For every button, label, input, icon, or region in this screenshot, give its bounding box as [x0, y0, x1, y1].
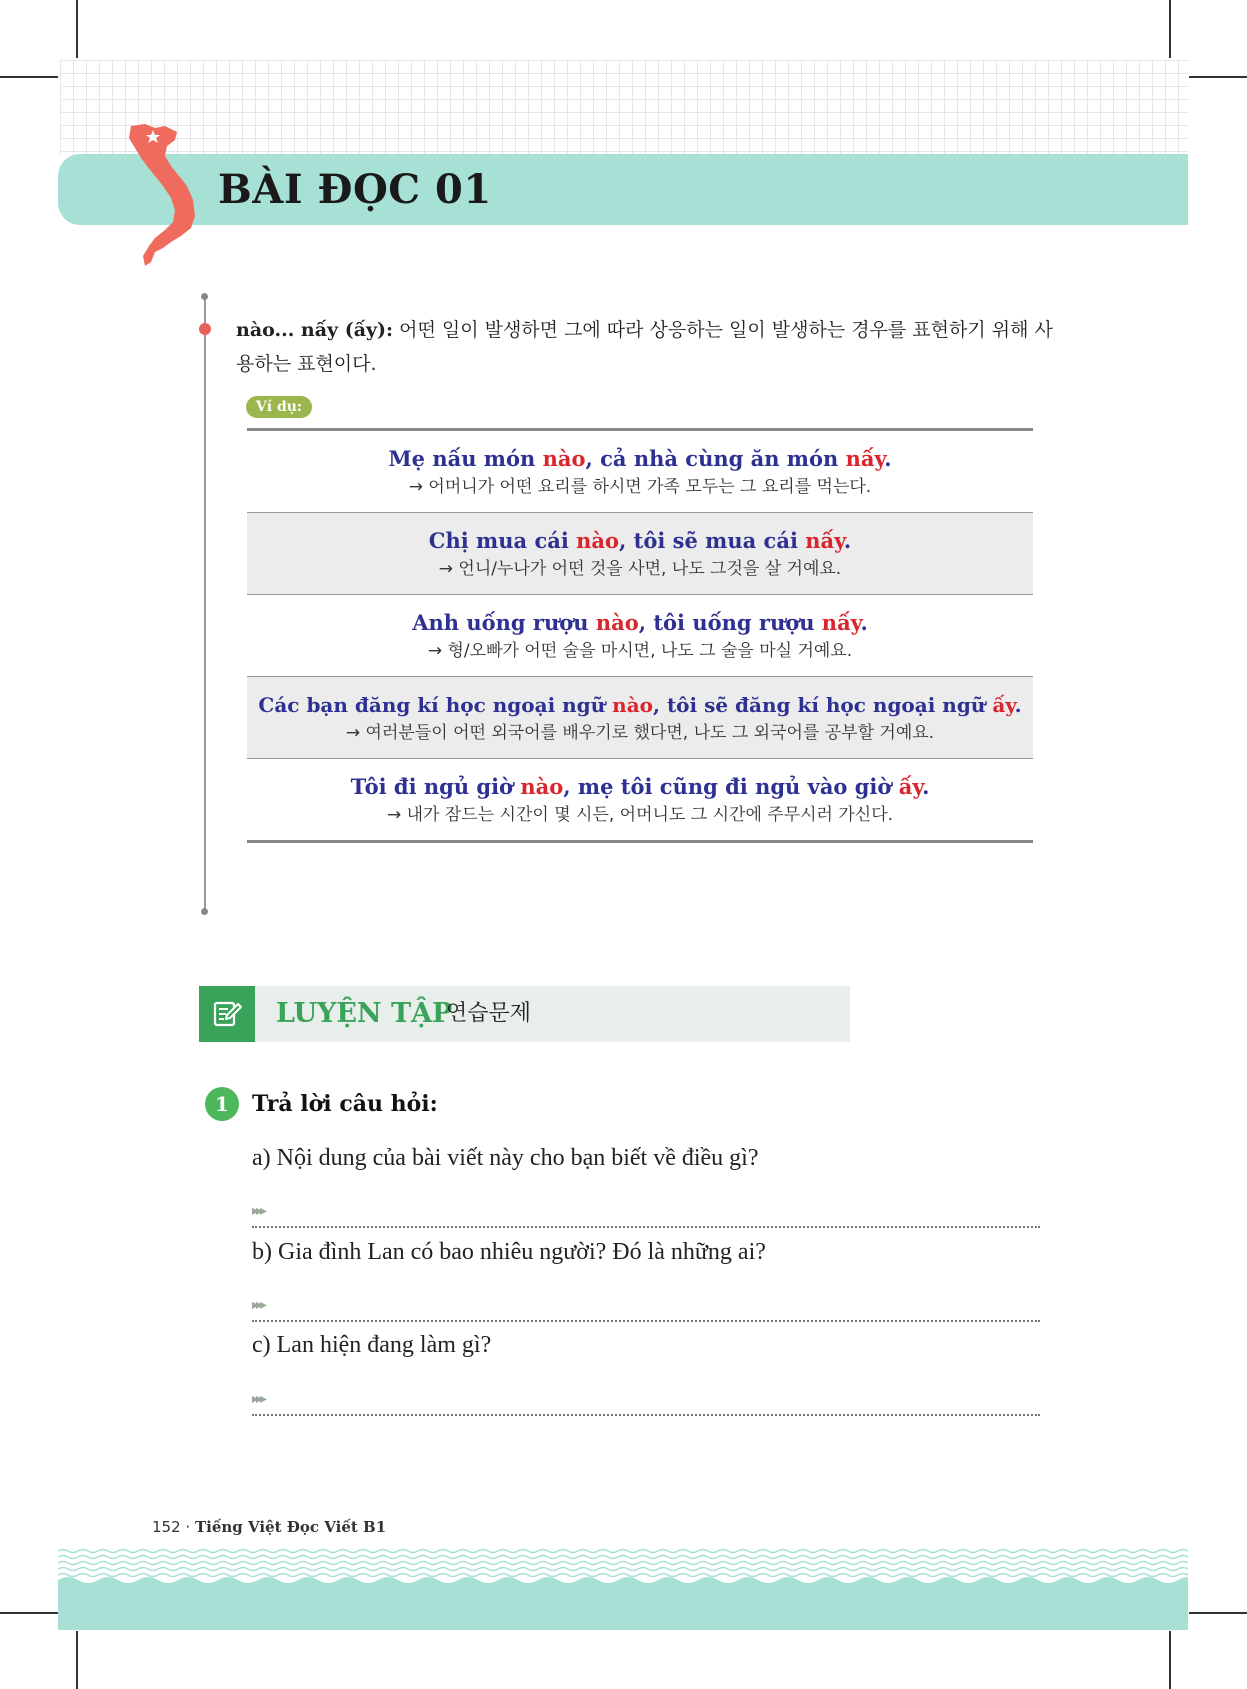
practice-subtitle: 연습문제 — [446, 1001, 532, 1026]
wave-footer-band — [58, 1548, 1188, 1630]
crop-mark — [1169, 1631, 1171, 1689]
crop-mark — [1189, 76, 1247, 78]
question-item: c) Lan hiện đang làm gì? — [252, 1332, 492, 1358]
practice-title: LUYỆN TẬP — [276, 998, 453, 1029]
example-row — [247, 759, 1033, 843]
grammar-explanation: 어떤 일이 발생하면 그에 따라 상응하는 일이 발생하는 경우를 표현하기 위해 사용하는 표현이다. — [236, 319, 1053, 375]
page-number: 152 — [152, 1518, 181, 1536]
footer-separator: · — [185, 1518, 191, 1536]
grid-background — [60, 60, 1188, 155]
vertical-rule — [204, 297, 206, 912]
vietnam-map-icon — [125, 120, 205, 270]
question-item: b) Gia đình Lan có bao nhiêu người? Đó là những ai? — [252, 1239, 766, 1265]
rule-dot — [201, 908, 208, 915]
page-title: BÀI ĐỌC 01 — [218, 166, 492, 213]
example-korean: → 형/오빠가 어떤 술을 마시면, 나도 그 술을 마실 거예요. — [427, 640, 853, 661]
answer-line[interactable] — [252, 1414, 1040, 1416]
practice-icon-box — [199, 986, 255, 1042]
answer-marker-icon: ▸▸▸ — [252, 1391, 265, 1407]
rule-dot — [201, 293, 208, 300]
example-vietnamese: Chị mua cái nào, tôi sẽ mua cái nấy. — [428, 527, 852, 553]
example-row — [247, 677, 1033, 759]
example-vietnamese: Mẹ nấu món nào, cả nhà cùng ăn món nấy. — [388, 445, 892, 471]
answer-marker-icon: ▸▸▸ — [252, 1297, 265, 1313]
answer-line[interactable] — [252, 1320, 1040, 1322]
book-title: Tiếng Việt Đọc Viết B1 — [194, 1518, 387, 1536]
answer-line[interactable] — [252, 1226, 1040, 1228]
answer-marker-icon: ▸▸▸ — [252, 1203, 265, 1219]
bullet-dot — [199, 323, 211, 335]
example-korean: → 어머니가 어떤 요리를 하시면 가족 모두는 그 요리를 먹는다. — [408, 476, 872, 497]
example-row — [247, 595, 1033, 677]
question-item: a) Nội dung của bài viết này cho bạn biết về điều gì? — [252, 1145, 759, 1171]
example-vietnamese: Tôi đi ngủ giờ nào, mẹ tôi cũng đi ngủ vào giờ ấy. — [350, 773, 930, 799]
crop-mark — [0, 76, 58, 78]
grammar-definition — [236, 313, 1056, 381]
example-vietnamese: Anh uống rượu nào, tôi uống rượu nấy. — [412, 609, 868, 635]
example-table — [247, 428, 1033, 843]
pencil-note-icon — [211, 998, 243, 1030]
example-vietnamese: Các bạn đăng kí học ngoại ngữ nào, tôi sẽ đăng kí học ngoại ngữ ấy. — [258, 692, 1022, 717]
crop-mark — [1189, 1612, 1247, 1614]
question-number-badge: 1 — [205, 1087, 239, 1121]
example-row — [247, 431, 1033, 513]
example-korean: → 내가 잠드는 시간이 몇 시든, 어머니도 그 시간에 주무시러 가신다. — [386, 804, 894, 825]
crop-mark — [76, 1631, 78, 1689]
crop-mark — [76, 0, 78, 58]
example-korean: → 여러분들이 어떤 외국어를 배우기로 했다면, 나도 그 외국어를 공부할 거예요. — [345, 722, 935, 743]
example-korean: → 언니/누나가 어떤 것을 사면, 나도 그것을 살 거예요. — [438, 558, 842, 579]
example-row — [247, 513, 1033, 595]
example-badge: Ví dụ: — [246, 396, 312, 418]
grammar-term: nào... nấy (ấy): — [236, 319, 394, 341]
crop-mark — [0, 1612, 58, 1614]
question-heading: Trả lời câu hỏi: — [252, 1091, 438, 1117]
crop-mark — [1169, 0, 1171, 58]
page-footer — [152, 1517, 386, 1537]
